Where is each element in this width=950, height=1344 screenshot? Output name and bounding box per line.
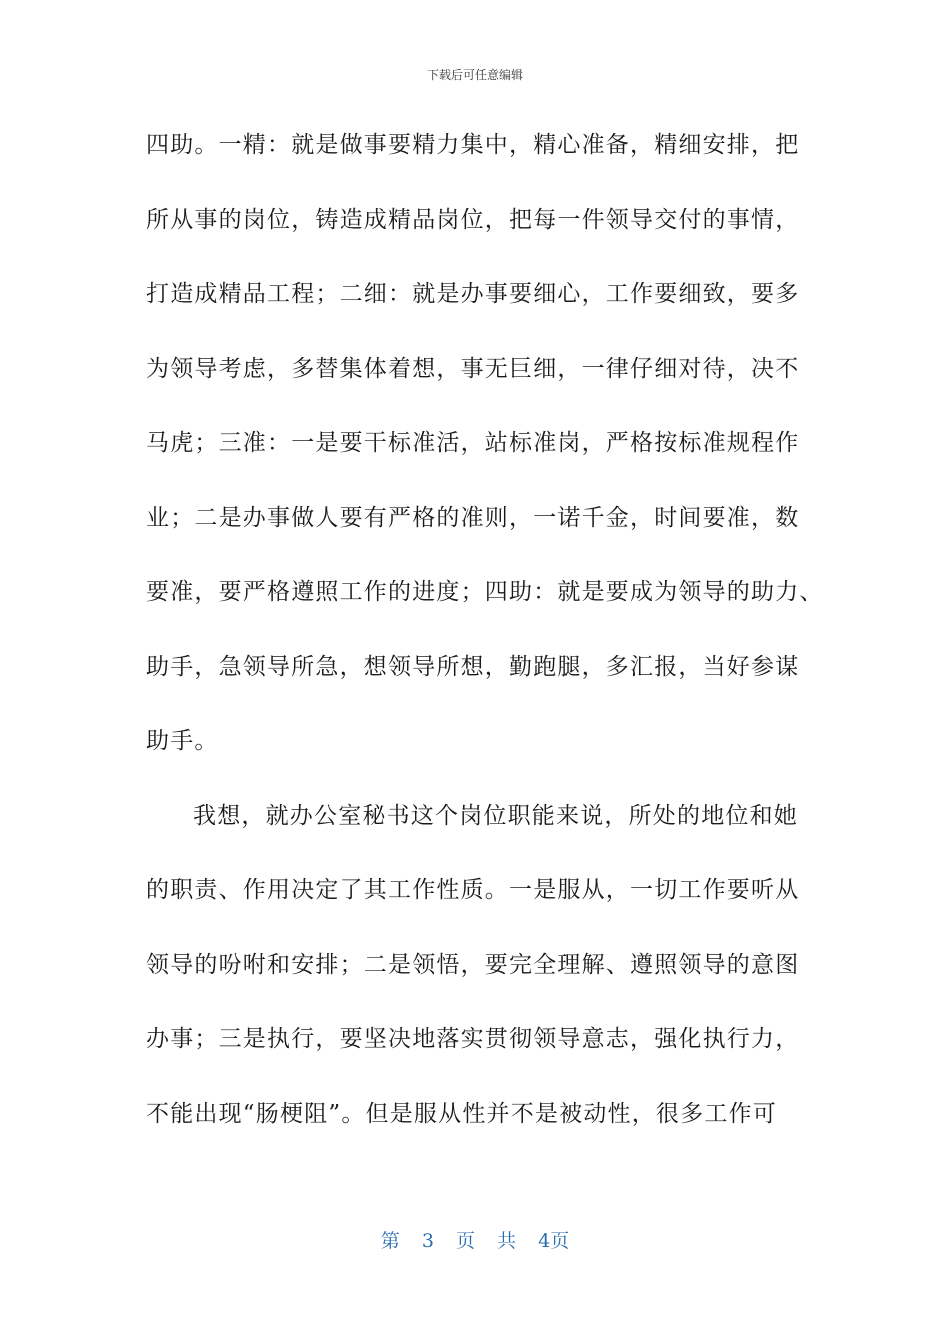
text-line: 要准，要严格遵照工作的进度；四助：就是要成为领导的助力、 — [146, 579, 824, 605]
footer-label-gong: 共 — [497, 1230, 517, 1252]
text-line: 四助。一精：就是做事要精力集中，精心准备，精细安排，把 — [146, 132, 800, 158]
page-header: 下载后可任意编辑 — [426, 68, 523, 82]
footer-label-ye: 页 — [455, 1230, 475, 1252]
text-line: 为领导考虑，多替集体着想，事无巨细，一律仔细对待，决不 — [146, 355, 800, 382]
text-line: 马虎；三准：一是要干标准活，站标准岗，严格按标准规程作 — [146, 430, 800, 456]
text-line: 的职责、作用决定了其工作性质。一是服从，一切工作要听从 — [146, 877, 800, 903]
page-footer — [0, 1226, 950, 1253]
footer-label-di: 第 — [380, 1230, 400, 1252]
text-line: 所从事的岗位，铸造成精品岗位，把每一件领导交付的事情， — [146, 206, 800, 233]
text-line: 办事；三是执行，要坚决地落实贯彻领导意志，强化执行力， — [146, 1026, 800, 1052]
total-pages: 4页 — [538, 1230, 570, 1252]
current-page-number: 3 — [421, 1230, 434, 1252]
text-line: 不能出现“肠梗阻”。但是服从性并不是被动性，很多工作可 — [146, 1100, 777, 1127]
body-text — [146, 118, 846, 1161]
text-line: 助手。 — [146, 728, 219, 754]
text-line: 打造成精品工程；二细：就是办事要细心，工作要细致，要多 — [146, 281, 800, 307]
paragraph-first-line: 我想，就办公室秘书这个岗位职能来说，所处的地位和她 — [193, 802, 798, 829]
text-line: 业；二是办事做人要有严格的准则，一诺千金，时间要准，数 — [146, 504, 800, 531]
text-line: 助手，急领导所急，想领导所想，勤跑腿，多汇报，当好参谋 — [146, 653, 800, 680]
text-line: 领导的吩咐和安排；二是领悟，要完全理解、遵照领导的意图 — [146, 951, 800, 978]
